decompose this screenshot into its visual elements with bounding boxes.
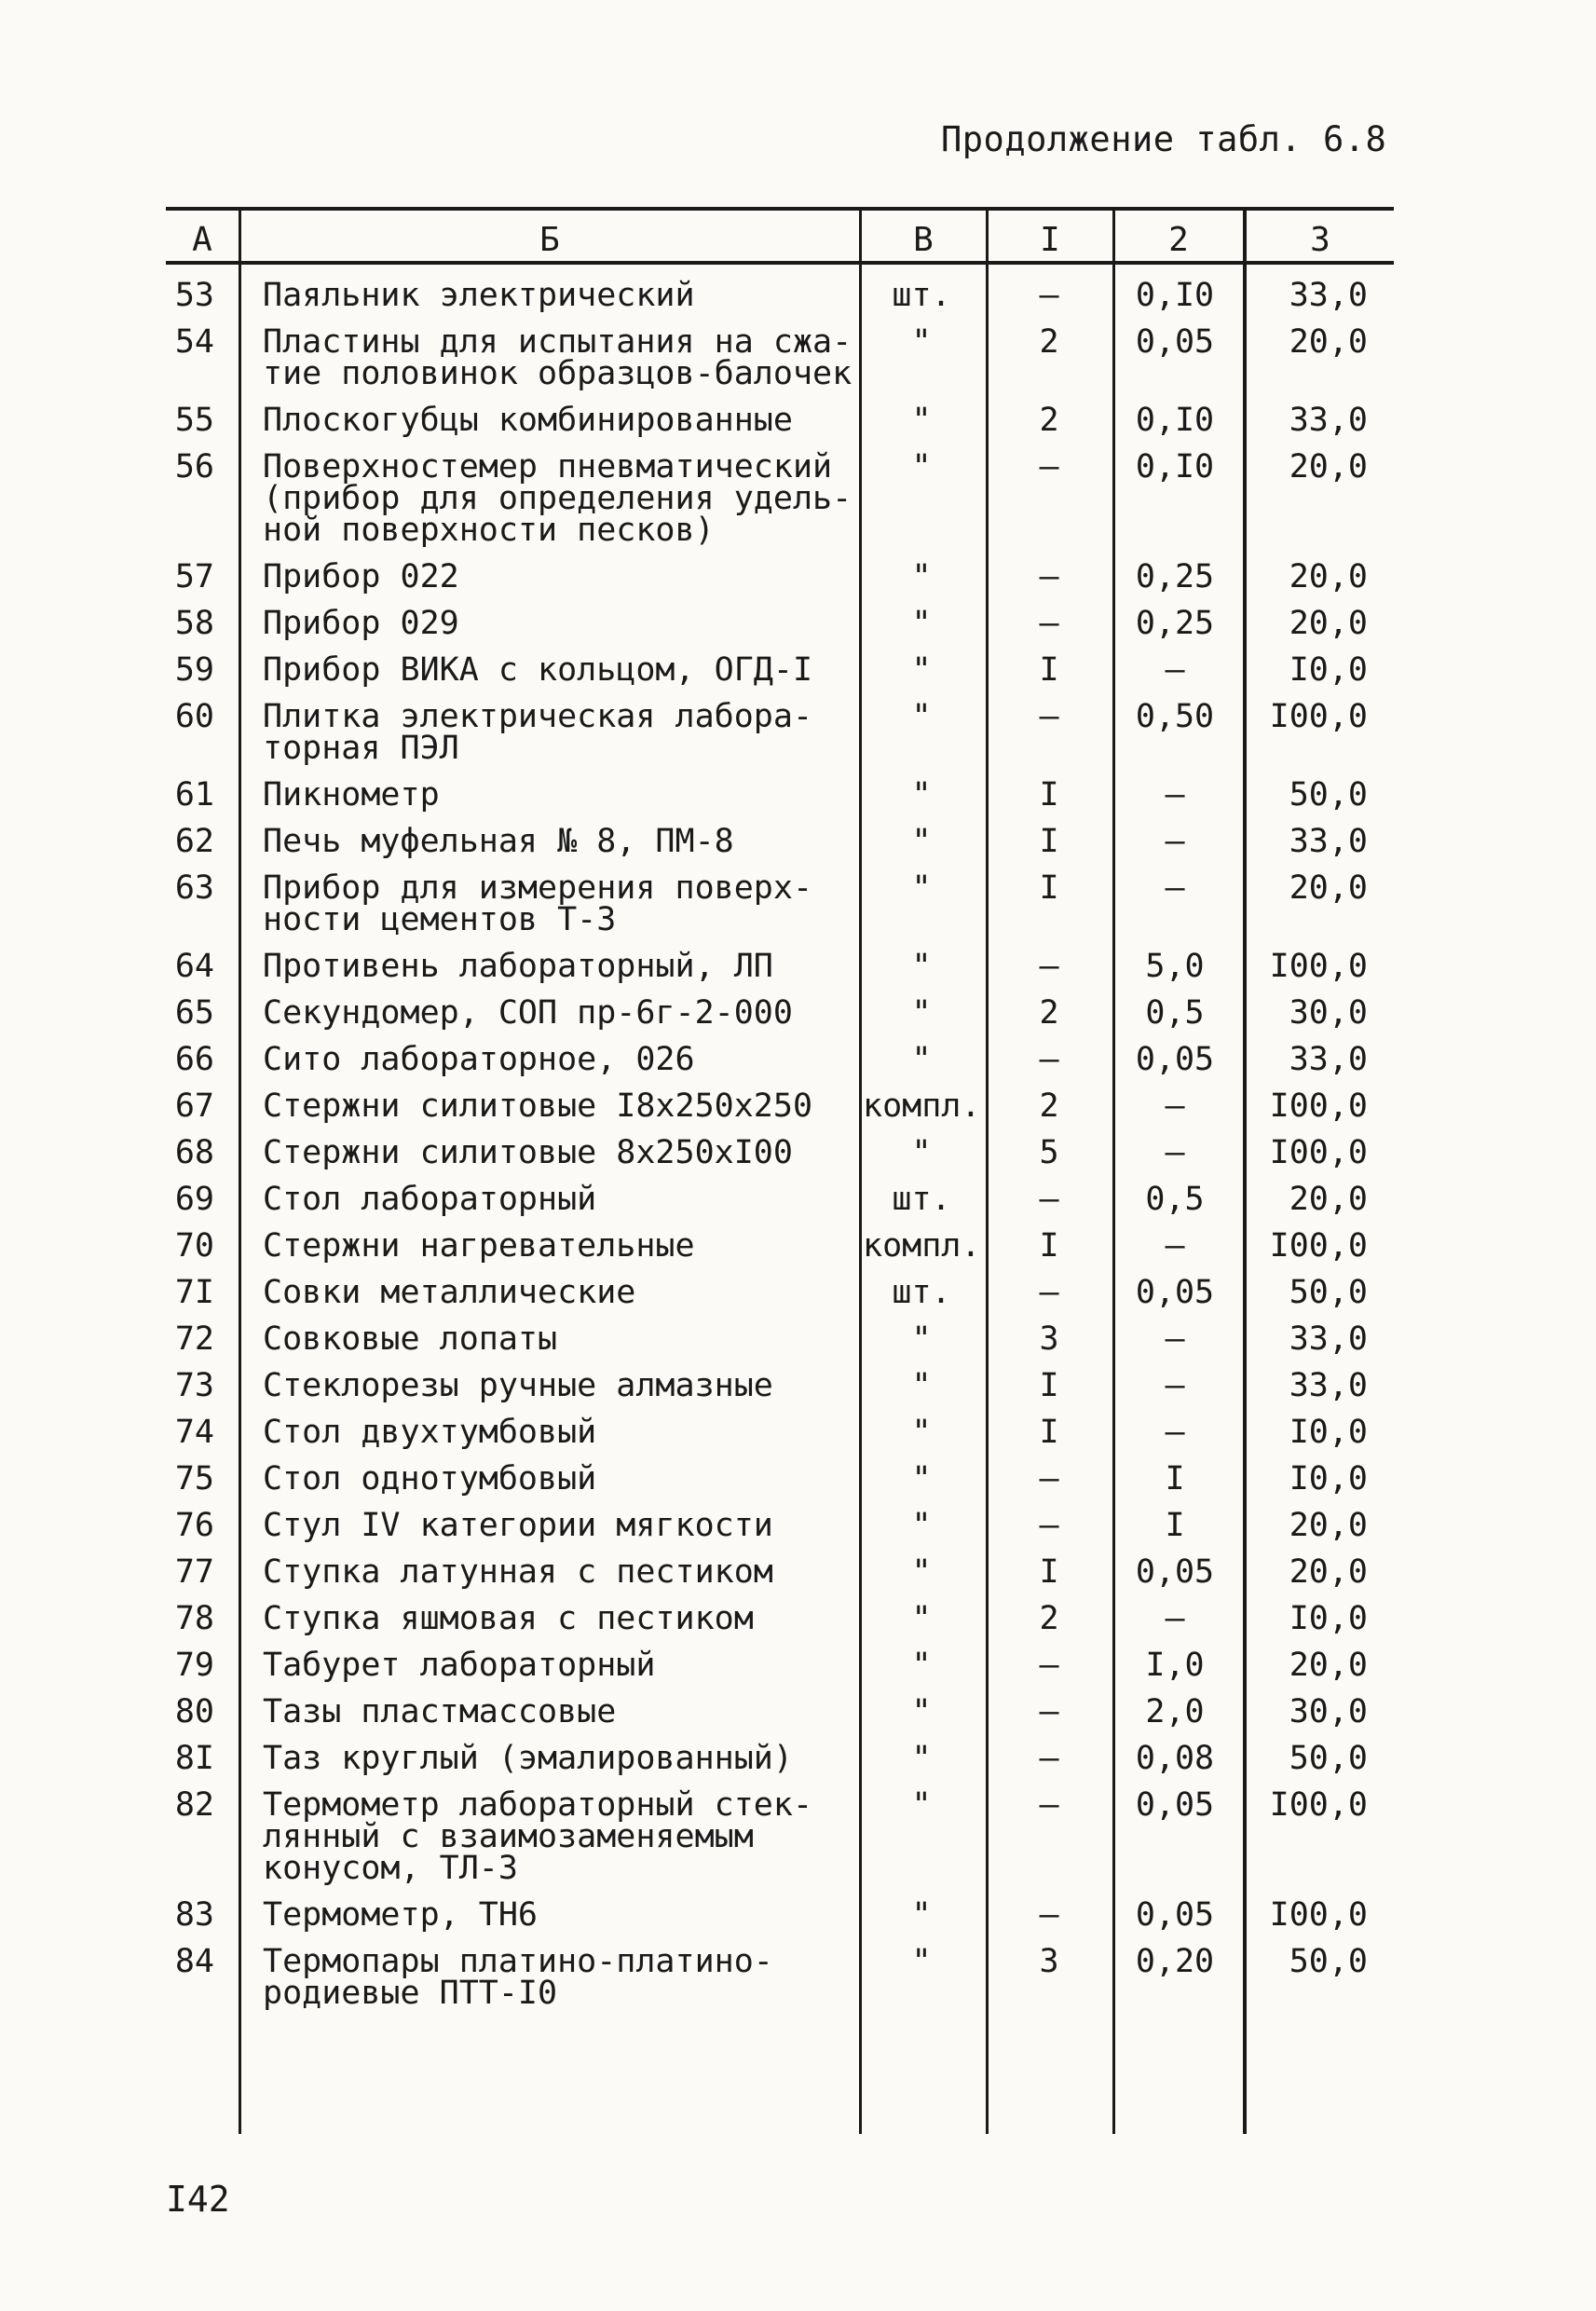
item-name-line: Стол двухтумбовый	[263, 1414, 597, 1451]
col2-cell: 0,05	[1135, 323, 1215, 361]
header-col-b: Б	[539, 221, 560, 259]
col1-cell: I	[1039, 1414, 1059, 1451]
item-name-line: Термопары платино-платино-	[263, 1943, 773, 1980]
col2-cell: 2,0	[1145, 1693, 1205, 1730]
col2-cell: 0,5	[1145, 1181, 1205, 1218]
header-col-v: В	[913, 221, 934, 259]
col2-cell: –	[1165, 869, 1185, 907]
col1-cell: 2	[1039, 402, 1059, 439]
unit-cell: "	[911, 558, 932, 595]
row-number: 79	[174, 1647, 214, 1684]
col2-cell: 0,05	[1135, 1041, 1215, 1078]
col2-cell: –	[1165, 1414, 1185, 1451]
item-name-line: Плитка электрическая лабора-	[263, 698, 813, 735]
row-number: 78	[174, 1600, 214, 1637]
col1-cell: –	[1039, 1896, 1059, 1934]
col1-cell: I	[1039, 776, 1059, 814]
row-number: 66	[174, 1041, 214, 1078]
col3-cell: I0,0	[1289, 1460, 1368, 1497]
col2-cell: 0,05	[1135, 1553, 1215, 1591]
col2-cell: –	[1165, 1320, 1185, 1358]
equipment-table	[166, 207, 1394, 2134]
col1-cell: 2	[1039, 1087, 1059, 1125]
unit-cell: "	[911, 1740, 932, 1777]
col3-cell: 50,0	[1289, 776, 1368, 814]
table-header-rule	[166, 261, 1394, 265]
unit-cell: "	[911, 1507, 932, 1544]
item-name-line: Секундомер, СОП пр-6г-2-000	[263, 994, 793, 1032]
item-name-line: Пикнометр	[263, 776, 440, 814]
col1-cell: –	[1039, 948, 1059, 985]
col1-cell: –	[1039, 1460, 1059, 1497]
col3-cell: I00,0	[1269, 1896, 1368, 1934]
col1-cell: –	[1039, 1786, 1059, 1824]
item-name-line: Ступка яшмовая с пестиком	[263, 1600, 754, 1637]
unit-cell: "	[911, 1786, 932, 1824]
row-number: 8I	[174, 1740, 214, 1777]
col2-cell: 0,05	[1135, 1786, 1215, 1824]
row-number: 60	[174, 698, 214, 735]
item-name-line: Стол лабораторный	[263, 1181, 597, 1218]
col3-cell: I00,0	[1269, 1227, 1368, 1265]
item-name-line: Совковые лопаты	[263, 1320, 558, 1358]
col3-cell: 20,0	[1289, 1181, 1368, 1218]
unit-cell: "	[911, 605, 932, 642]
unit-cell: "	[911, 869, 932, 907]
item-name-line: Тазы пластмассовые	[263, 1693, 617, 1730]
col3-cell: I00,0	[1269, 948, 1368, 985]
item-name-line: ной поверхности песков)	[263, 512, 715, 549]
unit-cell: "	[911, 1943, 932, 1980]
item-name-line: Паяльник электрический	[263, 277, 695, 314]
row-number: 76	[174, 1507, 214, 1544]
col1-cell: –	[1039, 1647, 1059, 1684]
header-col-3: 3	[1310, 221, 1330, 259]
item-name-line: Прибор 022	[263, 558, 459, 595]
unit-cell: "	[911, 323, 932, 361]
unit-cell: "	[911, 651, 932, 689]
unit-cell: компл.	[863, 1227, 981, 1265]
col2-cell: 0,I0	[1135, 402, 1215, 439]
item-name-line: Сито лабораторное, 026	[263, 1041, 695, 1078]
unit-cell: "	[911, 1693, 932, 1730]
col3-cell: 20,0	[1289, 323, 1368, 361]
col3-cell: I00,0	[1269, 1134, 1368, 1171]
unit-cell: "	[911, 1414, 932, 1451]
column-divider	[1243, 207, 1247, 2134]
item-name-line: (прибор для определения удель-	[263, 480, 853, 517]
col1-cell: –	[1039, 1274, 1059, 1311]
col2-cell: I,0	[1145, 1647, 1205, 1684]
col3-cell: 20,0	[1289, 605, 1368, 642]
item-name-line: конусом, ТЛ-3	[263, 1850, 518, 1887]
item-name-line: Стеклорезы ручные алмазные	[263, 1367, 773, 1404]
row-number: 69	[174, 1181, 214, 1218]
item-name-line: Стержни силитовые I8х250х250	[263, 1087, 813, 1125]
row-number: 74	[174, 1414, 214, 1451]
unit-cell: шт.	[892, 1274, 951, 1311]
col3-cell: 30,0	[1289, 994, 1368, 1032]
col3-cell: 33,0	[1289, 1041, 1368, 1078]
col2-cell: 0,5	[1145, 994, 1205, 1032]
col2-cell: –	[1165, 1227, 1185, 1265]
col1-cell: –	[1039, 1507, 1059, 1544]
col2-cell: 0,20	[1135, 1943, 1215, 1980]
col3-cell: 50,0	[1289, 1740, 1368, 1777]
unit-cell: "	[911, 1367, 932, 1404]
item-name-line: торная ПЭЛ	[263, 730, 459, 767]
unit-cell: "	[911, 1320, 932, 1358]
item-name-line: Поверхностемер пневматический	[263, 448, 833, 485]
unit-cell: "	[911, 402, 932, 439]
col2-cell: 0,25	[1135, 558, 1215, 595]
col2-cell: 0,50	[1135, 698, 1215, 735]
col3-cell: 20,0	[1289, 869, 1368, 907]
row-number: 64	[174, 948, 214, 985]
item-name-line: Прибор для измерения поверх-	[263, 869, 813, 907]
column-divider	[986, 207, 989, 2134]
col3-cell: I0,0	[1289, 1414, 1368, 1451]
header-col-1: I	[1040, 221, 1060, 259]
item-name-line: Стол однотумбовый	[263, 1460, 597, 1497]
col1-cell: –	[1039, 1693, 1059, 1730]
col1-cell: 3	[1039, 1320, 1059, 1358]
unit-cell: "	[911, 1041, 932, 1078]
row-number: 84	[174, 1943, 214, 1980]
col3-cell: 20,0	[1289, 448, 1368, 485]
item-name-line: Пластины для испытания на сжа-	[263, 323, 853, 361]
col2-cell: –	[1165, 1600, 1185, 1637]
row-number: 62	[174, 823, 214, 860]
row-number: 83	[174, 1896, 214, 1934]
col2-cell: –	[1165, 776, 1185, 814]
column-divider	[239, 207, 241, 2134]
row-number: 77	[174, 1553, 214, 1591]
item-name-line: родиевые ПТТ-I0	[263, 1975, 558, 2012]
col3-cell: 20,0	[1289, 1507, 1368, 1544]
continuation-caption: Продолжение табл. 6.8	[941, 119, 1387, 159]
item-name-line: лянный с взаимозаменяемым	[263, 1818, 754, 1855]
col3-cell: 33,0	[1289, 402, 1368, 439]
header-col-a: А	[192, 221, 212, 259]
col1-cell: 2	[1039, 994, 1059, 1032]
unit-cell: "	[911, 823, 932, 860]
column-divider	[859, 207, 862, 2134]
row-number: 53	[174, 277, 214, 314]
row-number: 7I	[174, 1274, 214, 1311]
col3-cell: 33,0	[1289, 1320, 1368, 1358]
row-number: 57	[174, 558, 214, 595]
col1-cell: –	[1039, 1181, 1059, 1218]
row-number: 67	[174, 1087, 214, 1125]
item-name-line: Стул IV категории мягкости	[263, 1507, 773, 1544]
col3-cell: I00,0	[1269, 1087, 1368, 1125]
item-name-line: Совки металлические	[263, 1274, 636, 1311]
row-number: 75	[174, 1460, 214, 1497]
row-number: 65	[174, 994, 214, 1032]
unit-cell: "	[911, 1460, 932, 1497]
col2-cell: I	[1165, 1507, 1185, 1544]
col2-cell: –	[1165, 1087, 1185, 1125]
col1-cell: –	[1039, 1041, 1059, 1078]
row-number: 54	[174, 323, 214, 361]
col1-cell: I	[1039, 1227, 1059, 1265]
unit-cell: "	[911, 1896, 932, 1934]
col1-cell: I	[1039, 869, 1059, 907]
row-number: 72	[174, 1320, 214, 1358]
item-name-line: Стержни силитовые 8х250хI00	[263, 1134, 793, 1171]
item-name-line: Прибор 029	[263, 605, 459, 642]
unit-cell: шт.	[892, 1181, 951, 1218]
col1-cell: I	[1039, 1553, 1059, 1591]
item-name-line: тие половинок образцов-балочек	[263, 355, 853, 392]
col1-cell: –	[1039, 448, 1059, 485]
col2-cell: 5,0	[1145, 948, 1205, 985]
col3-cell: 33,0	[1289, 1367, 1368, 1404]
unit-cell: "	[911, 994, 932, 1032]
col1-cell: –	[1039, 277, 1059, 314]
col3-cell: 33,0	[1289, 277, 1368, 314]
item-name-line: ности цементов Т-3	[263, 901, 617, 938]
row-number: 58	[174, 605, 214, 642]
row-number: 56	[174, 448, 214, 485]
col1-cell: –	[1039, 558, 1059, 595]
unit-cell: "	[911, 1553, 932, 1591]
item-name-line: Термометр лабораторный стек-	[263, 1786, 813, 1824]
unit-cell: "	[911, 776, 932, 814]
col1-cell: –	[1039, 1740, 1059, 1777]
col3-cell: 30,0	[1289, 1693, 1368, 1730]
col2-cell: 0,25	[1135, 605, 1215, 642]
col2-cell: –	[1165, 823, 1185, 860]
unit-cell: "	[911, 1134, 932, 1171]
col3-cell: 50,0	[1289, 1943, 1368, 1980]
unit-cell: "	[911, 448, 932, 485]
row-number: 80	[174, 1693, 214, 1730]
row-number: 73	[174, 1367, 214, 1404]
col1-cell: I	[1039, 651, 1059, 689]
col1-cell: 2	[1039, 1600, 1059, 1637]
row-number: 61	[174, 776, 214, 814]
col1-cell: –	[1039, 698, 1059, 735]
col2-cell: 0,I0	[1135, 448, 1215, 485]
unit-cell: "	[911, 948, 932, 985]
col2-cell: –	[1165, 1134, 1185, 1171]
col3-cell: 20,0	[1289, 1553, 1368, 1591]
col2-cell: 0,05	[1135, 1896, 1215, 1934]
unit-cell: шт.	[892, 277, 951, 314]
item-name-line: Термометр, ТН6	[263, 1896, 539, 1934]
column-divider	[1112, 207, 1115, 2134]
item-name-line: Противень лабораторный, ЛП	[263, 948, 773, 985]
col3-cell: 20,0	[1289, 1647, 1368, 1684]
row-number: 68	[174, 1134, 214, 1171]
col2-cell: –	[1165, 651, 1185, 689]
col1-cell: I	[1039, 823, 1059, 860]
row-number: 63	[174, 869, 214, 907]
col1-cell: 2	[1039, 323, 1059, 361]
row-number: 70	[174, 1227, 214, 1265]
row-number: 59	[174, 651, 214, 689]
table-top-rule	[166, 207, 1394, 211]
col3-cell: 20,0	[1289, 558, 1368, 595]
unit-cell: "	[911, 1600, 932, 1637]
col2-cell: 0,08	[1135, 1740, 1215, 1777]
item-name-line: Прибор ВИКА с кольцом, ОГД-I	[263, 651, 813, 689]
col1-cell: I	[1039, 1367, 1059, 1404]
col3-cell: 33,0	[1289, 823, 1368, 860]
col2-cell: –	[1165, 1367, 1185, 1404]
col1-cell: –	[1039, 605, 1059, 642]
unit-cell: "	[911, 698, 932, 735]
item-name-line: Табурет лабораторный	[263, 1647, 656, 1684]
row-number: 55	[174, 402, 214, 439]
item-name-line: Плоскогубцы комбинированные	[263, 402, 793, 439]
col3-cell: I00,0	[1269, 698, 1368, 735]
col1-cell: 5	[1039, 1134, 1059, 1171]
col1-cell: 3	[1039, 1943, 1059, 1980]
page-number: I42	[166, 2179, 230, 2220]
item-name-line: Таз круглый (эмалированный)	[263, 1740, 793, 1777]
col2-cell: I	[1165, 1460, 1185, 1497]
col3-cell: I0,0	[1289, 651, 1368, 689]
item-name-line: Печь муфельная № 8, ПМ-8	[263, 823, 734, 860]
col3-cell: I00,0	[1269, 1786, 1368, 1824]
col3-cell: 50,0	[1289, 1274, 1368, 1311]
col2-cell: 0,I0	[1135, 277, 1215, 314]
item-name-line: Стержни нагревательные	[263, 1227, 695, 1265]
item-name-line: Ступка латунная с пестиком	[263, 1553, 773, 1591]
col3-cell: I0,0	[1289, 1600, 1368, 1637]
col2-cell: 0,05	[1135, 1274, 1215, 1311]
row-number: 82	[174, 1786, 214, 1824]
unit-cell: компл.	[863, 1087, 981, 1125]
header-col-2: 2	[1168, 221, 1189, 259]
unit-cell: "	[911, 1647, 932, 1684]
